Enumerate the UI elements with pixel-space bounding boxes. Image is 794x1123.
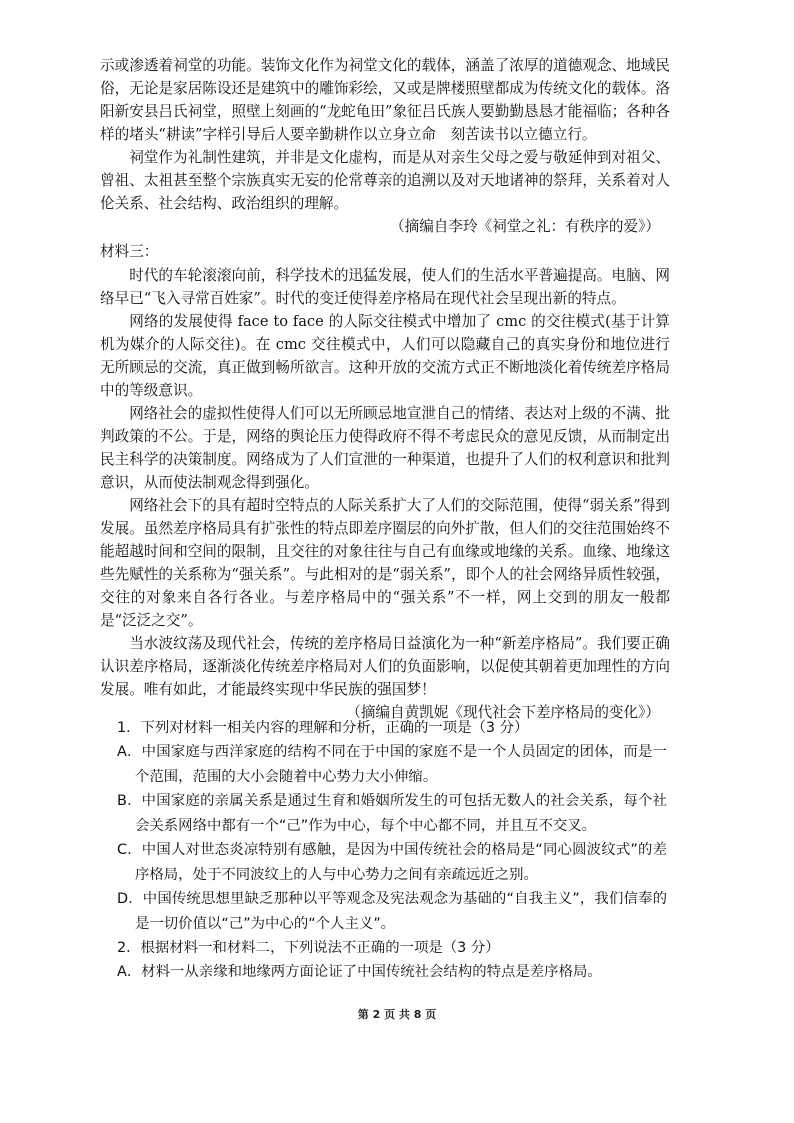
material3-heading: 材料三：: [100, 243, 159, 260]
material3-source: （摘编自黄凯妮《现代社会下差序格局的变化》）: [346, 704, 660, 721]
question-1: 1．下列对材料一相关内容的理解和分析，正确的一项是（3 分）: [117, 720, 529, 736]
question-2-option-a: A．材料一从亲缘和地缘两方面论证了中国传统社会结构的特点是差序格局。: [117, 964, 602, 980]
page-footer: 第 2 页 共 8 页: [357, 1008, 437, 1021]
material2-paragraph-1: 示或渗透着祠堂的功能。装饰文化作为祠堂文化的载体，涵盖了浓厚的道德观念、地域民俗，无论是家居陈设还是建筑中的雕饰彩绘，又或是牌楼照壁都成为传统文化的载体。洛阳新安县吕氏祠堂，照壁上刻画的“龙蛇龟田”象征吕氏族人要勤勤恳恳才能福临；各种各样的堵头“耕读”字样引导后人要辛勤耕作以立身立命 刻苦读书以立德立行。: [100, 57, 670, 143]
question-1-option-b: B．中国家庭的亲属关系是通过生育和婚姻所发生的可包括无数人的社会关系，每个社会关系网络中都有一个“己”作为中心，每个中心都不同，并且互不交叉。: [117, 793, 667, 834]
question-1-option-d: D．中国传统思想里缺乏那种以平等观念及宪法观念为基础的“自我主义”，我们信奉的是一切价值以“己”为中心的“个人主义”。: [117, 891, 667, 932]
material2-source: （摘编自李玲《祠堂之礼：有秩序的爱》）: [390, 218, 660, 235]
material3-paragraph-2: 网络的发展使得 face to face 的人际交往模式中增加了 cmc 的交往模式(基于计算机为媒介的人际交往)。在 cmc 交往模式中，人们可以隐藏自己的真实身份和地位进行无所顾忌的交流，真正做到畅所欲言。这种开放的交流方式正不断地淡化着传统差序格局中的等级意识。: [100, 313, 670, 399]
questions: [117, 716, 667, 985]
question-2: 2．根据材料一和材料二，下列说法不正确的一项是（3 分）: [117, 940, 500, 956]
passage: [100, 54, 670, 725]
material3-paragraph-5: 当水波纹荡及现代社会，传统的差序格局日益演化为一种“新差序格局”。我们要正确认识差序格局，逐渐淡化传统差序格局对人们的负面影响，以促使其朝着更加理性的方向发展。唯有如此，才能最终实现中华民族的强国梦！: [100, 635, 670, 698]
material3-paragraph-4: 网络社会下的具有超时空特点的人际关系扩大了人们的交际范围，使得“弱关系”得到发展。虽然差序格局具有扩张性的特点即差序圈层的向外扩散，但人们的交往范围始终不能超越时间和空间的限制，且交往的对象往往与自己有血缘或地缘的关系。血缘、地缘这些先赋性的关系称为“强关系”。与此相对的是“弱关系”，即个人的社会网络异质性较强，交往的对象来自各行各业。与差序格局中的“强关系”不一样，网上交到的朋友一般都是“泛泛之交”。: [100, 497, 670, 629]
material2-paragraph-2: 祠堂作为礼制性建筑，并非是文化虚构，而是从对亲生父母之爱与敬延伸到对祖父、曾祖、太祖甚至整个宗族真实无妄的伦常尊亲的追溯以及对天地诸神的祭拜，关系着对人伦关系、社会结构、政治组织的理解。: [100, 149, 670, 212]
question-1-option-c: C．中国人对世态炎凉特别有感触，是因为中国传统社会的格局是“同心圆波纹式”的差序格局，处于不同波纹上的人与中心势力之间有亲疏远近之别。: [117, 842, 667, 883]
question-1-option-a: A．中国家庭与西洋家庭的结构不同在于中国的家庭不是一个人员固定的团体，而是一个范围，范围的大小会随着中心势力大小伸缩。: [117, 744, 667, 785]
material3-paragraph-3: 网络社会的虚拟性使得人们可以无所顾忌地宣泄自己的情绪、表达对上级的不满、批判政策的不公。于是，网络的舆论压力使得政府不得不考虑民众的意见反馈，从而制定出民主科学的决策制度。网络成为了人们宣泄的一种渠道，也提升了人们的权利意识和批判意识，从而使法制观念得到强化。: [100, 405, 670, 491]
material3-paragraph-1: 时代的车轮滚滚向前，科学技术的迅猛发展，使人们的生活水平普遍提高。电脑、网络早已“飞入寻常百姓家”。时代的变迁使得差序格局在现代社会呈现出新的特点。: [100, 267, 670, 307]
